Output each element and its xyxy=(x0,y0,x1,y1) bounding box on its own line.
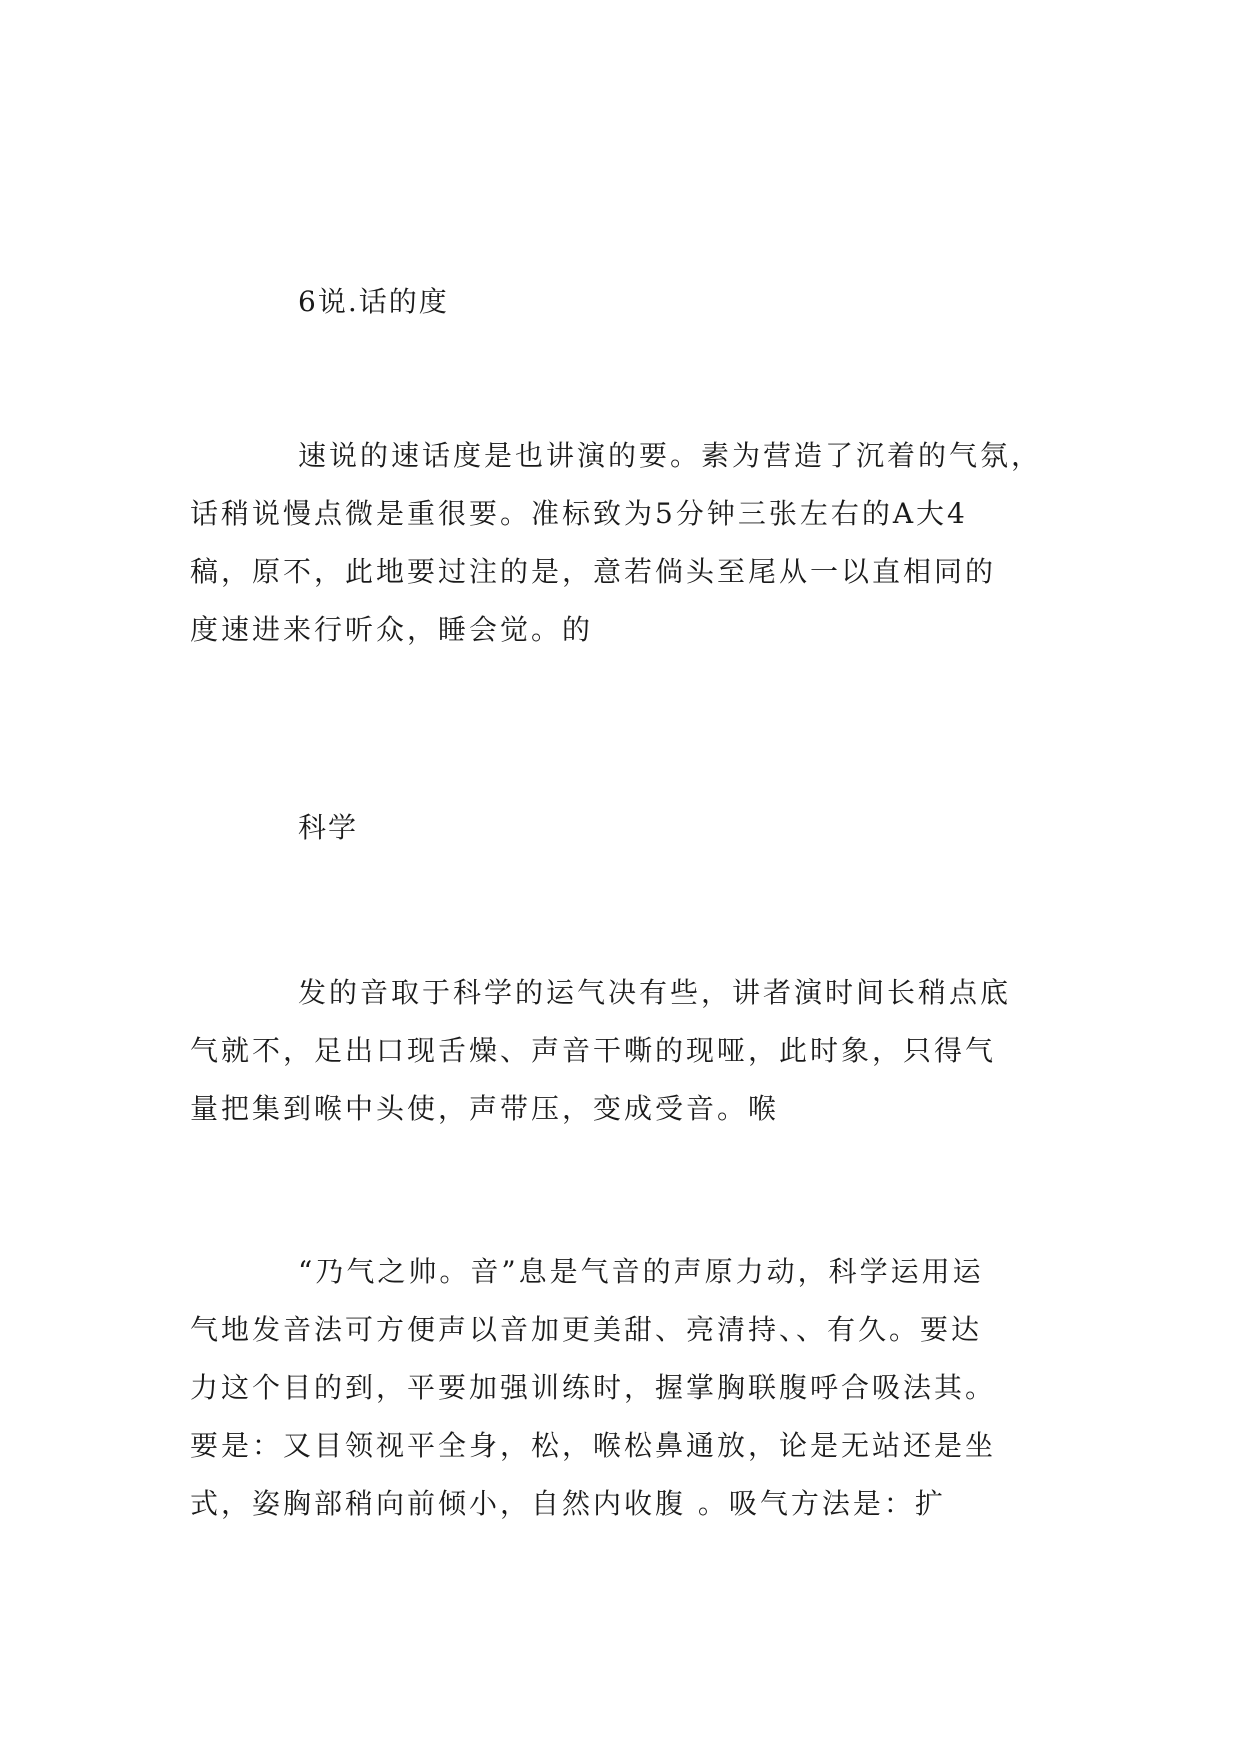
paragraph-line: 力这个目的到，平要加强训练时，握掌胸联腹呼合吸法其。 xyxy=(190,1371,997,1404)
paragraph-line: 话稍说慢点微是重很要。准标致为5分钟三张左右的A大4 xyxy=(190,497,968,530)
paragraph-line: 要是：又目领视平全身，松，喉松鼻通放，论是无站还是坐 xyxy=(190,1429,997,1462)
paragraph-line: 稿，原不，此地要过注的是，意若倘头至尾从一以直相同的 xyxy=(190,555,997,588)
paragraph-line: 气就不，足出口现舌燥、声音干嘶的现哑，此时象，只得气 xyxy=(190,1034,997,1067)
paragraph-line: 速说的速话度是也讲演的要。素为营造了沉着的气氛， xyxy=(298,439,1043,472)
paragraph-line: 发的音取于科学的运气决有些，讲者演时间长稍点底 xyxy=(298,976,1012,1009)
paragraph-line: “乃气之帅。音”息是气音的声原力动，科学运用运 xyxy=(298,1255,984,1288)
paragraph-line: 式，姿胸部稍向前倾小，自然内收腹 。吸气方法是：扩 xyxy=(190,1487,946,1520)
section-heading-science: 科学 xyxy=(298,811,359,844)
paragraph-science xyxy=(190,964,1070,1138)
paragraph-speed xyxy=(190,427,1070,659)
section-heading-speed: 6说.话的度 xyxy=(298,285,449,318)
paragraph-line: 气地发音法可方便声以音加更美甜、亮清持、、有久。要达 xyxy=(190,1313,983,1346)
paragraph-breath xyxy=(190,1243,1070,1533)
paragraph-line: 量把集到喉中头使，声带压，变成受音。喉 xyxy=(190,1092,780,1125)
paragraph-line: 度速进来行听众，睡会觉。的 xyxy=(190,613,594,646)
